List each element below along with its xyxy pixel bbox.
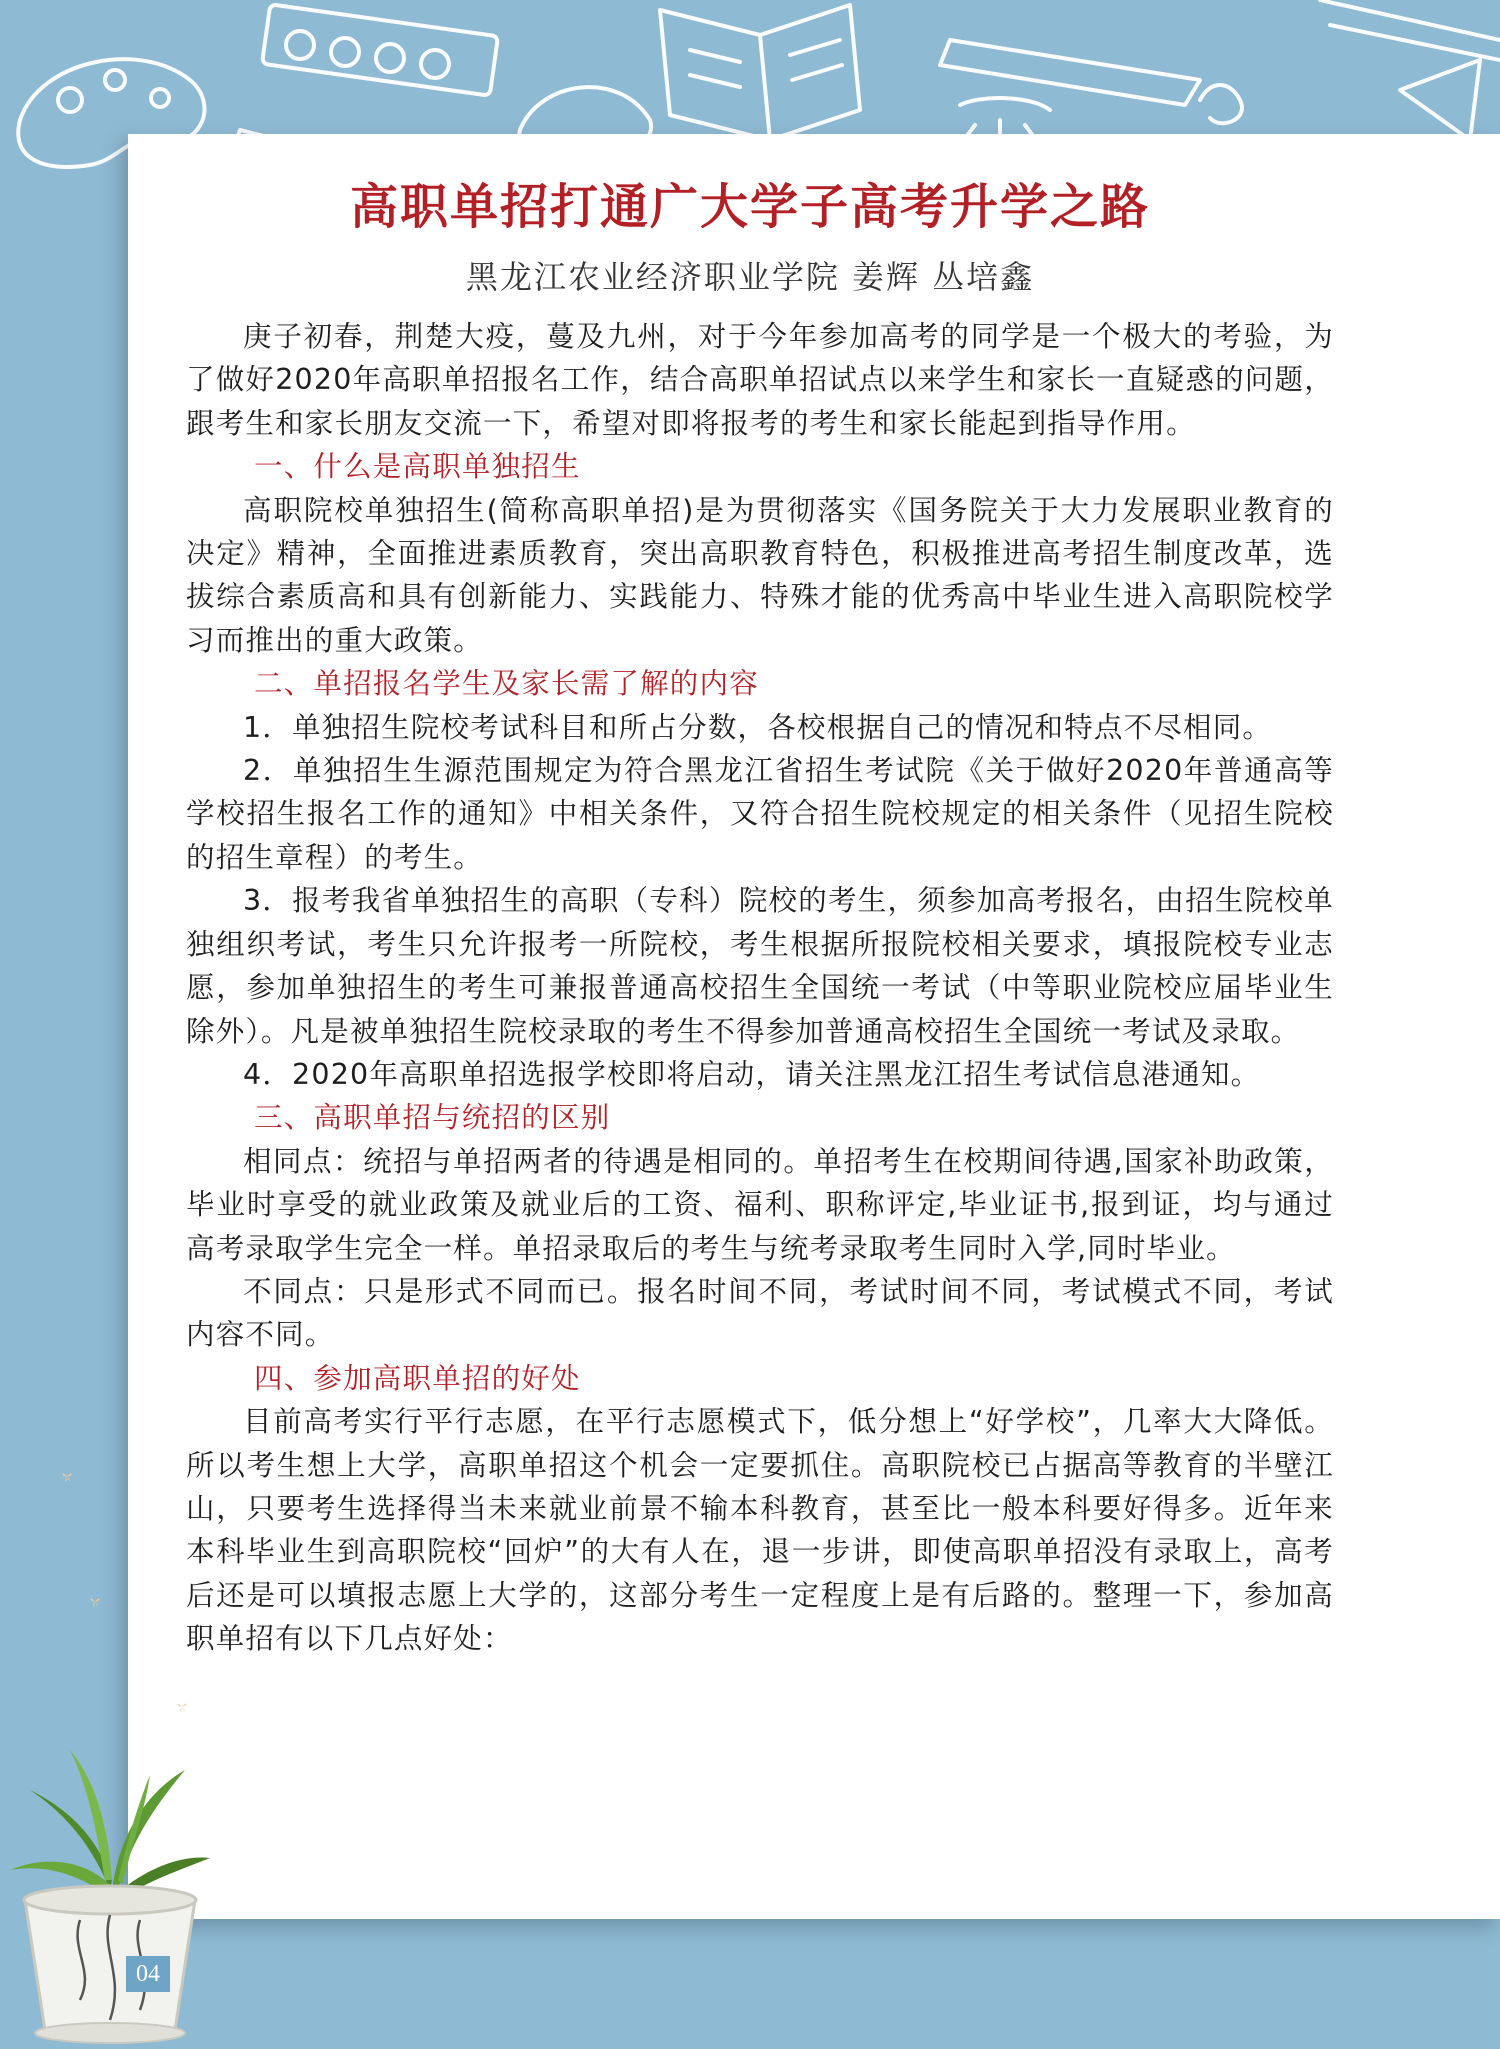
section-2-item-3: 3．报考我省单独招生的高职（专科）院校的考生，须参加高考报名，由招生院校单独组织考试，考生只允许报考一所院校，考生根据所报院校相关要求，填报院校专业志愿，参加单独招生的考生可兼报普通高校招生全国统一考试（中等职业院校应届毕业生除外）。凡是被单独招生院校录取的考生不得参加普通高校招生全国统一考试及录取。: [186, 884, 1334, 1048]
section-2-item-4: 4．2020年高职单招选报学校即将启动，请关注黑龙江招生考试信息港通知。: [243, 1057, 1261, 1091]
article-body: [186, 315, 1334, 1661]
article-byline: 黑龙江农业经济职业学院 姜辉 丛培鑫: [465, 258, 1035, 296]
article-title: 高职单招打通广大学子高考升学之路: [349, 179, 1150, 235]
butterfly-icon: [60, 1470, 74, 1484]
section-1-paragraph: 高职院校单独招生(简称高职单招)是为贯彻落实《国务院关于大力发展职业教育的决定》精神，全面推进素质教育，突出高职教育特色，积极推进高考招生制度改革，选拔综合素质高和具有创新能力、实践能力、特殊才能的优秀高中毕业生进入高职院校学习而推出的重大政策。: [186, 493, 1334, 657]
section-4-paragraph: 目前高考实行平行志愿，在平行志愿模式下，低分想上“好学校”，几率大大降低。所以考生想上大学，高职单招这个机会一定要抓住。高职院校已占据高等教育的半壁江山，只要考生选择得当未来就业前景不输本科教育，甚至比一般本科要好得多。近年来本科毕业生到高职院校“回炉”的大有人在，退一步讲，即使高职单招没有录取上，高考后还是可以填报志愿上大学的，这部分考生一定程度上是有后路的。整理一下，参加高职单招有以下几点好处：: [186, 1405, 1334, 1656]
intro-paragraph: 庚子初春，荆楚大疫，蔓及九州，对于今年参加高考的同学是一个极大的考验，为了做好2020年高职单招报名工作，结合高职单招试点以来学生和家长一直疑惑的问题，跟考生和家长朋友交流一下，希望对即将报考的考生和家长能起到指导作用。: [186, 320, 1334, 440]
section-heading-2: 二、单招报名学生及家长需了解的内容: [254, 667, 759, 701]
section-2-item-2: 2．单独招生生源范围规定为符合黑龙江省招生考试院《关于做好2020年普通高等学校招生报名工作的通知》中相关条件，又符合招生院校规定的相关条件（见招生院校的招生章程）的考生。: [186, 754, 1334, 874]
butterfly-icon: [175, 1700, 189, 1714]
section-heading-3: 三、高职单招与统招的区别: [254, 1101, 611, 1135]
section-heading-4: 四、参加高职单招的好处: [254, 1361, 581, 1395]
potted-plant-illustration: [0, 1730, 220, 2049]
section-heading-1: 一、什么是高职单独招生: [254, 450, 581, 484]
page-number: 04: [126, 1956, 170, 1992]
section-2-item-1: 1．单独招生院校考试科目和所占分数，各校根据自己的情况和特点不尽相同。: [243, 710, 1273, 744]
section-3-differences: 不同点：只是形式不同而已。报名时间不同，考试时间不同，考试模式不同，考试内容不同。: [186, 1274, 1334, 1352]
butterfly-icon: [88, 1595, 102, 1609]
section-3-similarities: 相同点：统招与单招两者的待遇是相同的。单招考生在校期间待遇,国家补助政策，毕业时享受的就业政策及就业后的工资、福利、职称评定,毕业证书,报到证，均与通过高考录取学生完全一样。单招录取后的考生与统考录取考生同时入学,同时毕业。: [186, 1144, 1334, 1265]
